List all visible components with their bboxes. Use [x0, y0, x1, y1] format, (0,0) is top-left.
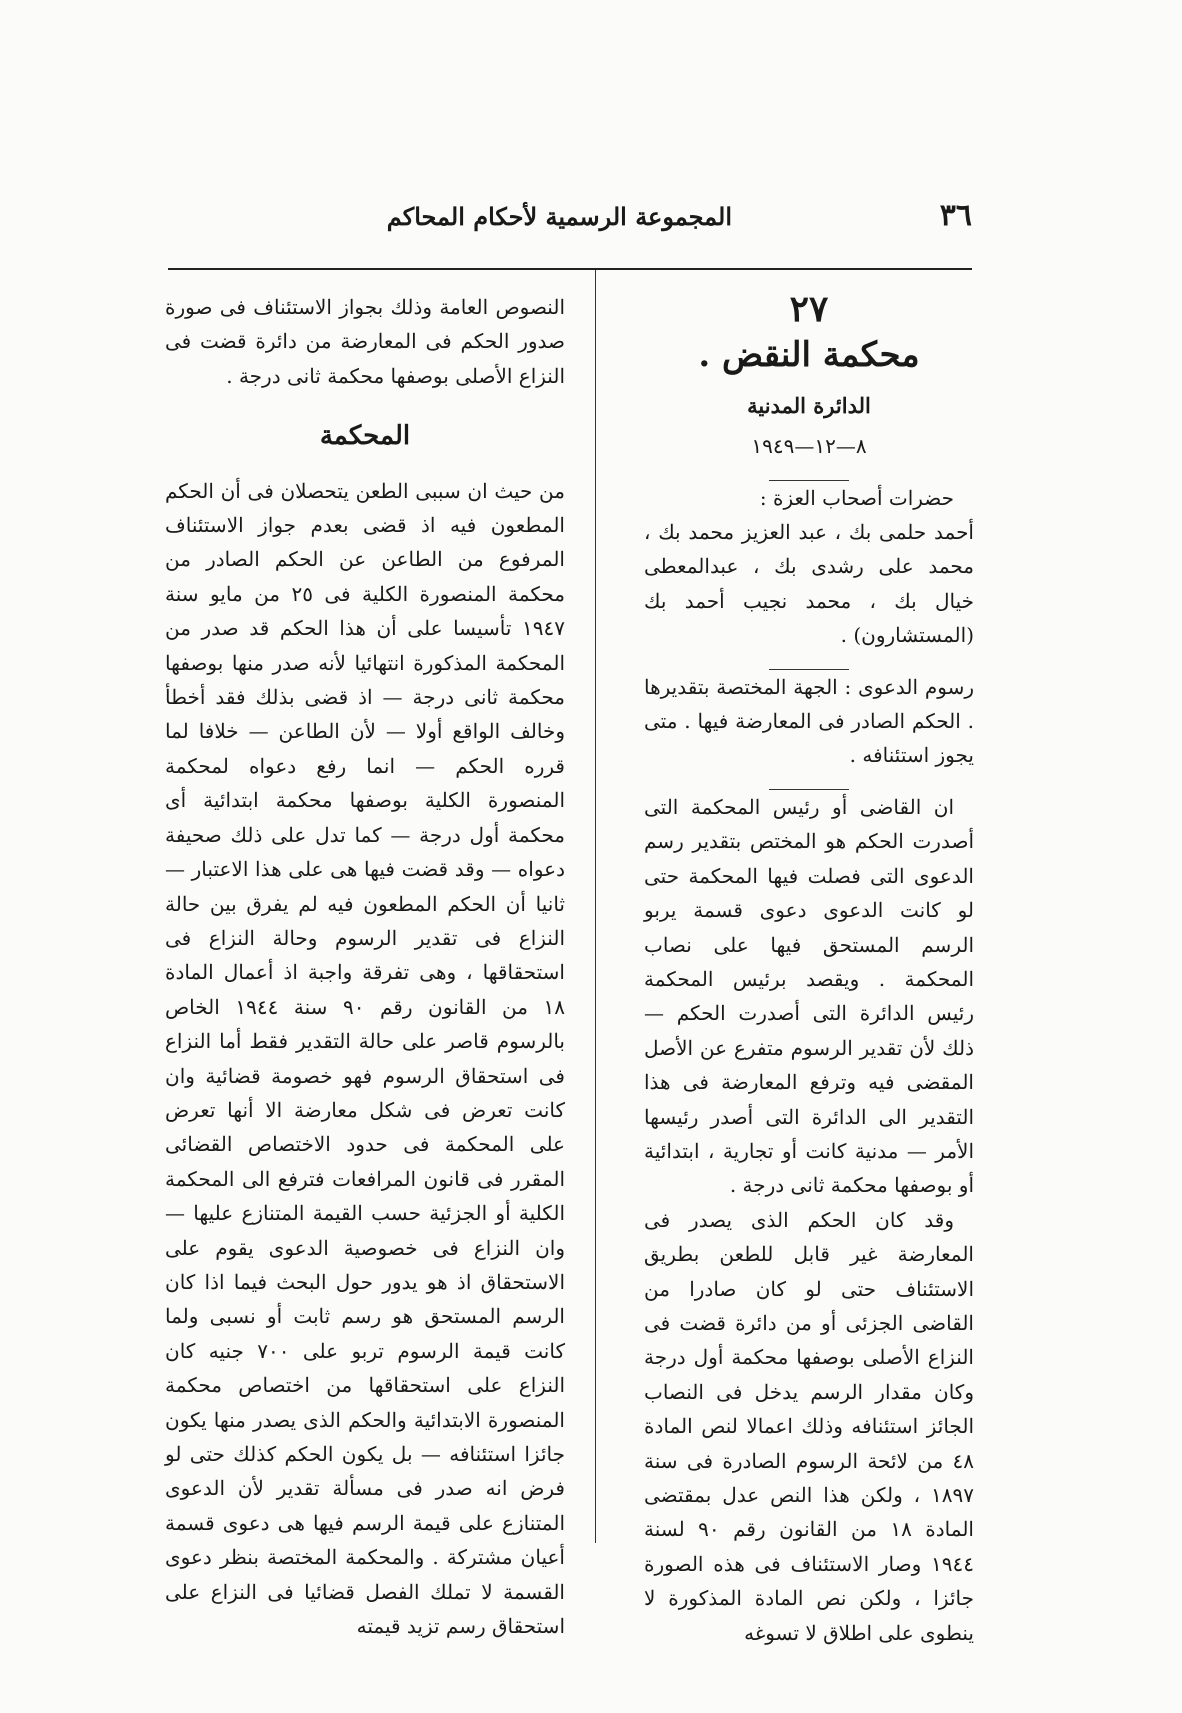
case-date: ٨—١٢—١٩٤٩ [751, 434, 867, 459]
page-number: ٣٦ [939, 198, 972, 233]
ruling-body: من حيث ان سببى الطعن يتحصلان فى أن الحكم المطعون فيه اذ قضى بعدم جواز الاستئناف المرفوع من الطاعن عن الحكم الصادر من محكمة المنصورة الكلية فى ٢٥ من مايو سنة ١٩٤٧ تأسيسا على أن هذا الحكم قد صدر من المحكمة المذكورة انتهائيا لأنه صدر منها بوصفها محكمة ثانى درجة — اذ قضى بذلك فقد أخطأ وخالف الواقع أولا — لأن الطاعن — خلافا لما قرره الحكم — انما رفع دعواه لمحكمة المنصورة الكلية بوصفها محكمة ابتدائية أى محكمة أول درجة — كما تدل على ذلك صحيفة دعواه — وقد قضت فيها هى على هذا الاعتبار — ثانيا أن الحكم المطعون فيه لم يفرق بين حالة النزاع فى تقدير الرسوم وحالة النزاع فى استحقاقها ، وهى تفرقة واجبة اذ أعمال المادة ١٨ من القانون رقم ٩٠ سنة ١٩٤٤ الخاص بالرسوم قاصر على حالة التقدير فقط أما النزاع فى استحقاق الرسوم فهو خصومة قضائية وان كانت تعرض فى شكل معارضة الا أنها تعرض على المحكمة فى حدود الاختصاص القضائى المقرر فى قانون المرافعات فترفع الى المحكمة الكلية أو الجزئية حسب القيمة المتنازع عليها — وان النزاع فى خصوصية الدعوى يقوم على الاستحقاق اذ هو يدور حول البحث فيما اذا كان الرسم المستحق هو رسم ثابت أو نسبى ولما كانت قيمة الرسوم تربو على ٧٠٠ جنيه كان النزاع على استحقاقها من اختصاص محكمة المنصورة الابتدائية والحكم الذى يصدر منها يكون جائزا استئنافه — بل يكون الحكم كذلك حتى لو فرض انه صدر فى مسألة تقدير لأن الدعوى المتنازع على قيمة الرسم فيها هى دعوى قسمة أعيان مشتركة . والمحكمة المختصة بنظر دعوى القسمة لا تملك الفصل قضائيا فى النزاع على استحقاق رسم تزيد قيمته [165, 478, 566, 1639]
ruling-heading: المحكمة [319, 421, 411, 452]
presence-label: حضرات أصحاب العزة : [759, 485, 954, 510]
court-name: محكمة النقض . [698, 335, 920, 376]
case-number: ٢٧ [789, 288, 829, 330]
column-divider [595, 270, 596, 1543]
header-rule [168, 268, 972, 270]
page-header [140, 198, 972, 248]
judges-list: أحمد حلمى بك ، عبد العزيز محمد بك ، محمد على رشدى بك ، عبدالمعطى خيال بك ، محمد نجيب أحمد بك (المستشارون) . [644, 520, 974, 648]
right-column [644, 290, 974, 1650]
principle-paragraph: ان القاضى أو رئيس المحكمة التى أصدرت الحكم هو المختص بتقدير رسم الدعوى التى فصلت فيها المحكمة حتى لو كانت الدعوى دعوى قسمة يربو الرسم المستحق فيها على نصاب المحكمة . ويقصد برئيس المحكمة رئيس الدائرة التى أصدرت الحكم — ذلك لأن تقدير الرسوم متفرع عن الأصل المقضى فيه وترفع المعارضة فى هذا التقدير الى الدائرة التى أصدر رئيسها الأمر — مدنية كانت أو تجارية ، ابتدائية أو بوصفها محكمة ثانى درجة . [644, 794, 974, 1198]
circuit-name: الدائرة المدنية [747, 392, 871, 418]
principle-paragraph: وقد كان الحكم الذى يصدر فى المعارضة غير قابل للطعن بطريق الاستئناف حتى لو كان صادرا من القاضى الجزئى أو من دائرة قضت فى النزاع الأصلى بوصفها محكمة أول درجة وكان مقدار الرسم يدخل فى النصاب الجائز استئنافه وذلك اعمالا لنص المادة ٤٨ من لائحة الرسوم الصادرة فى سنة ١٨٩٧ ، ولكن هذا النص عدل بمقتضى المادة ١٨ من القانون رقم ٩٠ لسنة ١٩٤٤ وصار الاستئناف فى هذه الصورة جائزا ، ولكن نص المادة المذكورة لا ينطوى على اطلاق لا تسوغه [644, 1207, 974, 1645]
running-title: المجموعة الرسمية لأحكام المحاكم [386, 202, 732, 231]
case-summary: رسوم الدعوى : الجهة المختصة بتقديرها . الحكم الصادر فى المعارضة فيها . متى يجوز استئنافه . [644, 674, 974, 768]
left-column [165, 290, 565, 1643]
principle-continuation: النصوص العامة وذلك بجواز الاستئناف فى صورة صدور الحكم فى المعارضة من دائرة قضت فى النزاع الأصلى بوصفها محكمة ثانى درجة . [165, 295, 565, 388]
